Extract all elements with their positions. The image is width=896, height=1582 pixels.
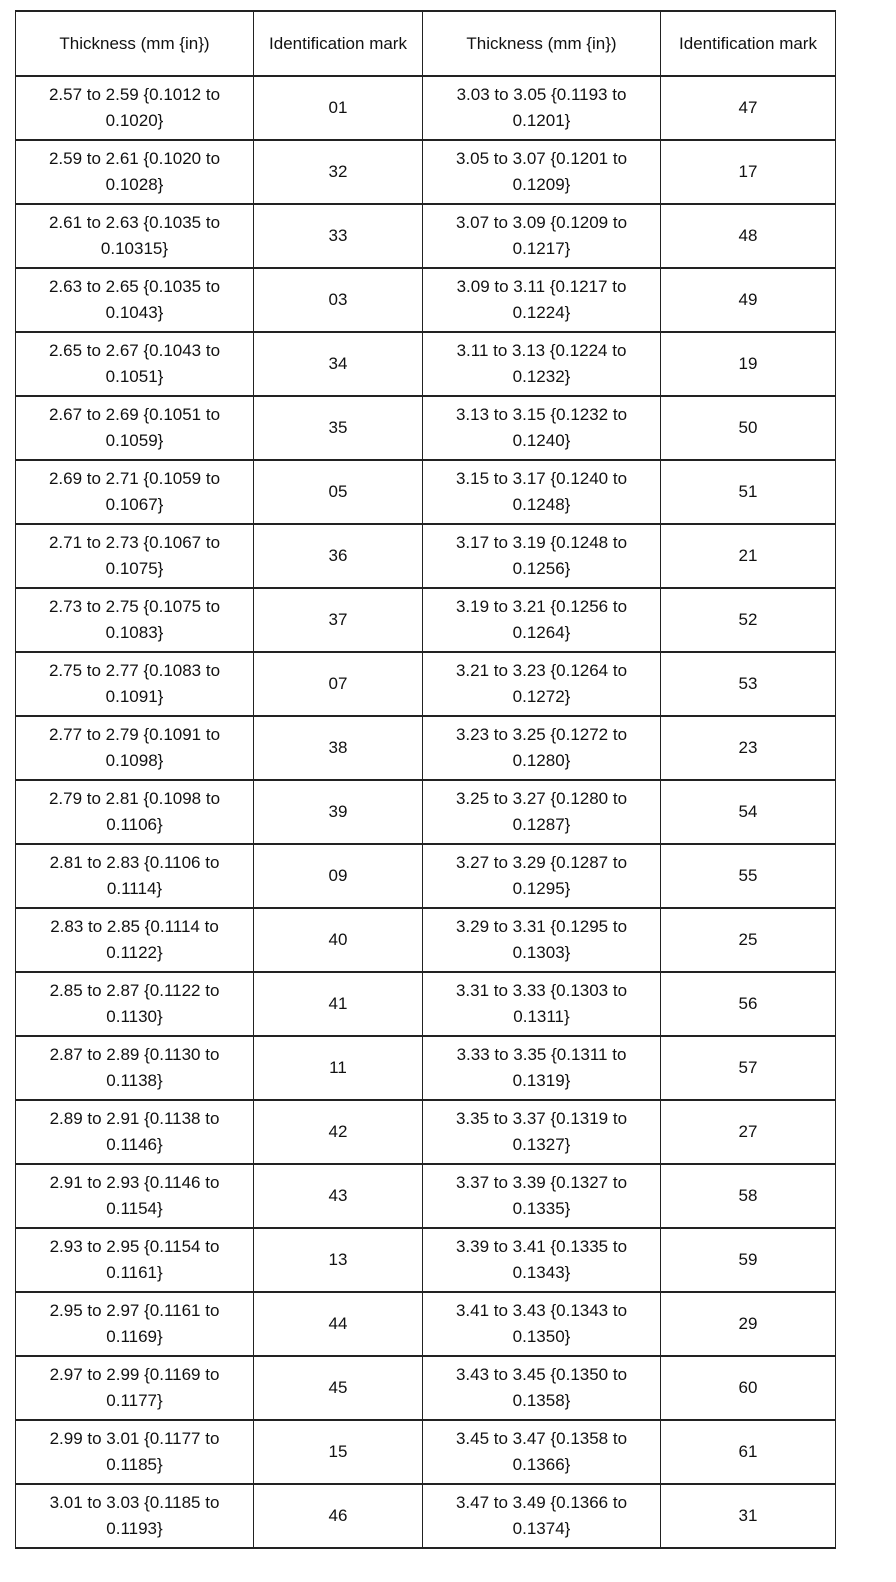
thickness-left-cell: 2.91 to 2.93 {0.1146 to 0.1154} xyxy=(16,1164,254,1228)
mark-left-cell: 07 xyxy=(254,652,423,716)
thickness-right-cell: 3.03 to 3.05 {0.1193 to 0.1201} xyxy=(423,76,661,140)
table-row xyxy=(16,204,836,268)
mark-left-cell: 15 xyxy=(254,1420,423,1484)
table-row xyxy=(16,972,836,1036)
thickness-left-cell: 2.59 to 2.61 {0.1020 to 0.1028} xyxy=(16,140,254,204)
mark-left-cell: 34 xyxy=(254,332,423,396)
thickness-right-cell: 3.11 to 3.13 {0.1224 to 0.1232} xyxy=(423,332,661,396)
mark-right-cell: 59 xyxy=(661,1228,836,1292)
mark-left-cell: 33 xyxy=(254,204,423,268)
mark-left-cell: 05 xyxy=(254,460,423,524)
header-thickness-right: Thickness (mm {in}) xyxy=(423,11,661,76)
thickness-right-cell: 3.15 to 3.17 {0.1240 to 0.1248} xyxy=(423,460,661,524)
thickness-left-cell: 2.67 to 2.69 {0.1051 to 0.1059} xyxy=(16,396,254,460)
thickness-left-cell: 2.95 to 2.97 {0.1161 to 0.1169} xyxy=(16,1292,254,1356)
mark-left-cell: 03 xyxy=(254,268,423,332)
table-row xyxy=(16,396,836,460)
thickness-right-cell: 3.31 to 3.33 {0.1303 to 0.1311} xyxy=(423,972,661,1036)
thickness-right-cell: 3.17 to 3.19 {0.1248 to 0.1256} xyxy=(423,524,661,588)
table-row xyxy=(16,460,836,524)
mark-left-cell: 46 xyxy=(254,1484,423,1548)
mark-right-cell: 17 xyxy=(661,140,836,204)
table-row xyxy=(16,1164,836,1228)
thickness-left-cell: 2.83 to 2.85 {0.1114 to 0.1122} xyxy=(16,908,254,972)
table-header xyxy=(16,11,836,76)
table-row xyxy=(16,1356,836,1420)
mark-right-cell: 57 xyxy=(661,1036,836,1100)
mark-right-cell: 29 xyxy=(661,1292,836,1356)
mark-right-cell: 49 xyxy=(661,268,836,332)
mark-right-cell: 47 xyxy=(661,76,836,140)
thickness-right-cell: 3.37 to 3.39 {0.1327 to 0.1335} xyxy=(423,1164,661,1228)
thickness-right-cell: 3.33 to 3.35 {0.1311 to 0.1319} xyxy=(423,1036,661,1100)
thickness-left-cell: 2.77 to 2.79 {0.1091 to 0.1098} xyxy=(16,716,254,780)
mark-right-cell: 58 xyxy=(661,1164,836,1228)
thickness-right-cell: 3.29 to 3.31 {0.1295 to 0.1303} xyxy=(423,908,661,972)
table-row xyxy=(16,268,836,332)
thickness-left-cell: 3.01 to 3.03 {0.1185 to 0.1193} xyxy=(16,1484,254,1548)
thickness-right-cell: 3.35 to 3.37 {0.1319 to 0.1327} xyxy=(423,1100,661,1164)
table-body xyxy=(16,76,836,1548)
thickness-right-cell: 3.07 to 3.09 {0.1209 to 0.1217} xyxy=(423,204,661,268)
mark-left-cell: 39 xyxy=(254,780,423,844)
thickness-left-cell: 2.87 to 2.89 {0.1130 to 0.1138} xyxy=(16,1036,254,1100)
thickness-left-cell: 2.89 to 2.91 {0.1138 to 0.1146} xyxy=(16,1100,254,1164)
thickness-left-cell: 2.93 to 2.95 {0.1154 to 0.1161} xyxy=(16,1228,254,1292)
thickness-right-cell: 3.19 to 3.21 {0.1256 to 0.1264} xyxy=(423,588,661,652)
table-row xyxy=(16,76,836,140)
thickness-right-cell: 3.09 to 3.11 {0.1217 to 0.1224} xyxy=(423,268,661,332)
thickness-right-cell: 3.23 to 3.25 {0.1272 to 0.1280} xyxy=(423,716,661,780)
thickness-right-cell: 3.43 to 3.45 {0.1350 to 0.1358} xyxy=(423,1356,661,1420)
mark-right-cell: 55 xyxy=(661,844,836,908)
mark-right-cell: 19 xyxy=(661,332,836,396)
thickness-left-cell: 2.63 to 2.65 {0.1035 to 0.1043} xyxy=(16,268,254,332)
header-mark-left: Identification mark xyxy=(254,11,423,76)
table-row xyxy=(16,844,836,908)
table-row xyxy=(16,332,836,396)
thickness-left-cell: 2.69 to 2.71 {0.1059 to 0.1067} xyxy=(16,460,254,524)
mark-right-cell: 53 xyxy=(661,652,836,716)
table-row xyxy=(16,1484,836,1548)
mark-right-cell: 21 xyxy=(661,524,836,588)
mark-left-cell: 40 xyxy=(254,908,423,972)
mark-right-cell: 61 xyxy=(661,1420,836,1484)
header-mark-right: Identification mark xyxy=(661,11,836,76)
table-row xyxy=(16,524,836,588)
thickness-right-cell: 3.47 to 3.49 {0.1366 to 0.1374} xyxy=(423,1484,661,1548)
table-row xyxy=(16,140,836,204)
header-row xyxy=(16,11,836,76)
mark-right-cell: 54 xyxy=(661,780,836,844)
thickness-left-cell: 2.79 to 2.81 {0.1098 to 0.1106} xyxy=(16,780,254,844)
table-row xyxy=(16,1100,836,1164)
thickness-right-cell: 3.39 to 3.41 {0.1335 to 0.1343} xyxy=(423,1228,661,1292)
mark-right-cell: 48 xyxy=(661,204,836,268)
mark-left-cell: 32 xyxy=(254,140,423,204)
mark-left-cell: 11 xyxy=(254,1036,423,1100)
thickness-right-cell: 3.21 to 3.23 {0.1264 to 0.1272} xyxy=(423,652,661,716)
header-thickness-left: Thickness (mm {in}) xyxy=(16,11,254,76)
thickness-left-cell: 2.97 to 2.99 {0.1169 to 0.1177} xyxy=(16,1356,254,1420)
table-row xyxy=(16,1420,836,1484)
thickness-left-cell: 2.85 to 2.87 {0.1122 to 0.1130} xyxy=(16,972,254,1036)
shim-thickness-table xyxy=(15,10,836,1549)
thickness-left-cell: 2.57 to 2.59 {0.1012 to 0.1020} xyxy=(16,76,254,140)
mark-left-cell: 38 xyxy=(254,716,423,780)
table-row xyxy=(16,780,836,844)
mark-left-cell: 42 xyxy=(254,1100,423,1164)
mark-left-cell: 44 xyxy=(254,1292,423,1356)
thickness-left-cell: 2.73 to 2.75 {0.1075 to 0.1083} xyxy=(16,588,254,652)
mark-left-cell: 36 xyxy=(254,524,423,588)
thickness-right-cell: 3.13 to 3.15 {0.1232 to 0.1240} xyxy=(423,396,661,460)
mark-right-cell: 52 xyxy=(661,588,836,652)
mark-left-cell: 43 xyxy=(254,1164,423,1228)
mark-left-cell: 09 xyxy=(254,844,423,908)
mark-right-cell: 27 xyxy=(661,1100,836,1164)
mark-left-cell: 35 xyxy=(254,396,423,460)
thickness-left-cell: 2.81 to 2.83 {0.1106 to 0.1114} xyxy=(16,844,254,908)
thickness-right-cell: 3.05 to 3.07 {0.1201 to 0.1209} xyxy=(423,140,661,204)
thickness-left-cell: 2.61 to 2.63 {0.1035 to 0.10315} xyxy=(16,204,254,268)
thickness-right-cell: 3.25 to 3.27 {0.1280 to 0.1287} xyxy=(423,780,661,844)
table-row xyxy=(16,1228,836,1292)
thickness-right-cell: 3.45 to 3.47 {0.1358 to 0.1366} xyxy=(423,1420,661,1484)
mark-right-cell: 51 xyxy=(661,460,836,524)
mark-right-cell: 23 xyxy=(661,716,836,780)
table-row xyxy=(16,716,836,780)
mark-right-cell: 31 xyxy=(661,1484,836,1548)
mark-left-cell: 01 xyxy=(254,76,423,140)
thickness-left-cell: 2.71 to 2.73 {0.1067 to 0.1075} xyxy=(16,524,254,588)
table-row xyxy=(16,1292,836,1356)
table-row xyxy=(16,908,836,972)
table-row xyxy=(16,588,836,652)
mark-right-cell: 56 xyxy=(661,972,836,1036)
thickness-left-cell: 2.75 to 2.77 {0.1083 to 0.1091} xyxy=(16,652,254,716)
thickness-right-cell: 3.41 to 3.43 {0.1343 to 0.1350} xyxy=(423,1292,661,1356)
mark-right-cell: 50 xyxy=(661,396,836,460)
mark-left-cell: 37 xyxy=(254,588,423,652)
mark-left-cell: 45 xyxy=(254,1356,423,1420)
mark-right-cell: 25 xyxy=(661,908,836,972)
table-row xyxy=(16,1036,836,1100)
mark-right-cell: 60 xyxy=(661,1356,836,1420)
thickness-left-cell: 2.65 to 2.67 {0.1043 to 0.1051} xyxy=(16,332,254,396)
mark-left-cell: 41 xyxy=(254,972,423,1036)
thickness-right-cell: 3.27 to 3.29 {0.1287 to 0.1295} xyxy=(423,844,661,908)
table-row xyxy=(16,652,836,716)
mark-left-cell: 13 xyxy=(254,1228,423,1292)
thickness-left-cell: 2.99 to 3.01 {0.1177 to 0.1185} xyxy=(16,1420,254,1484)
